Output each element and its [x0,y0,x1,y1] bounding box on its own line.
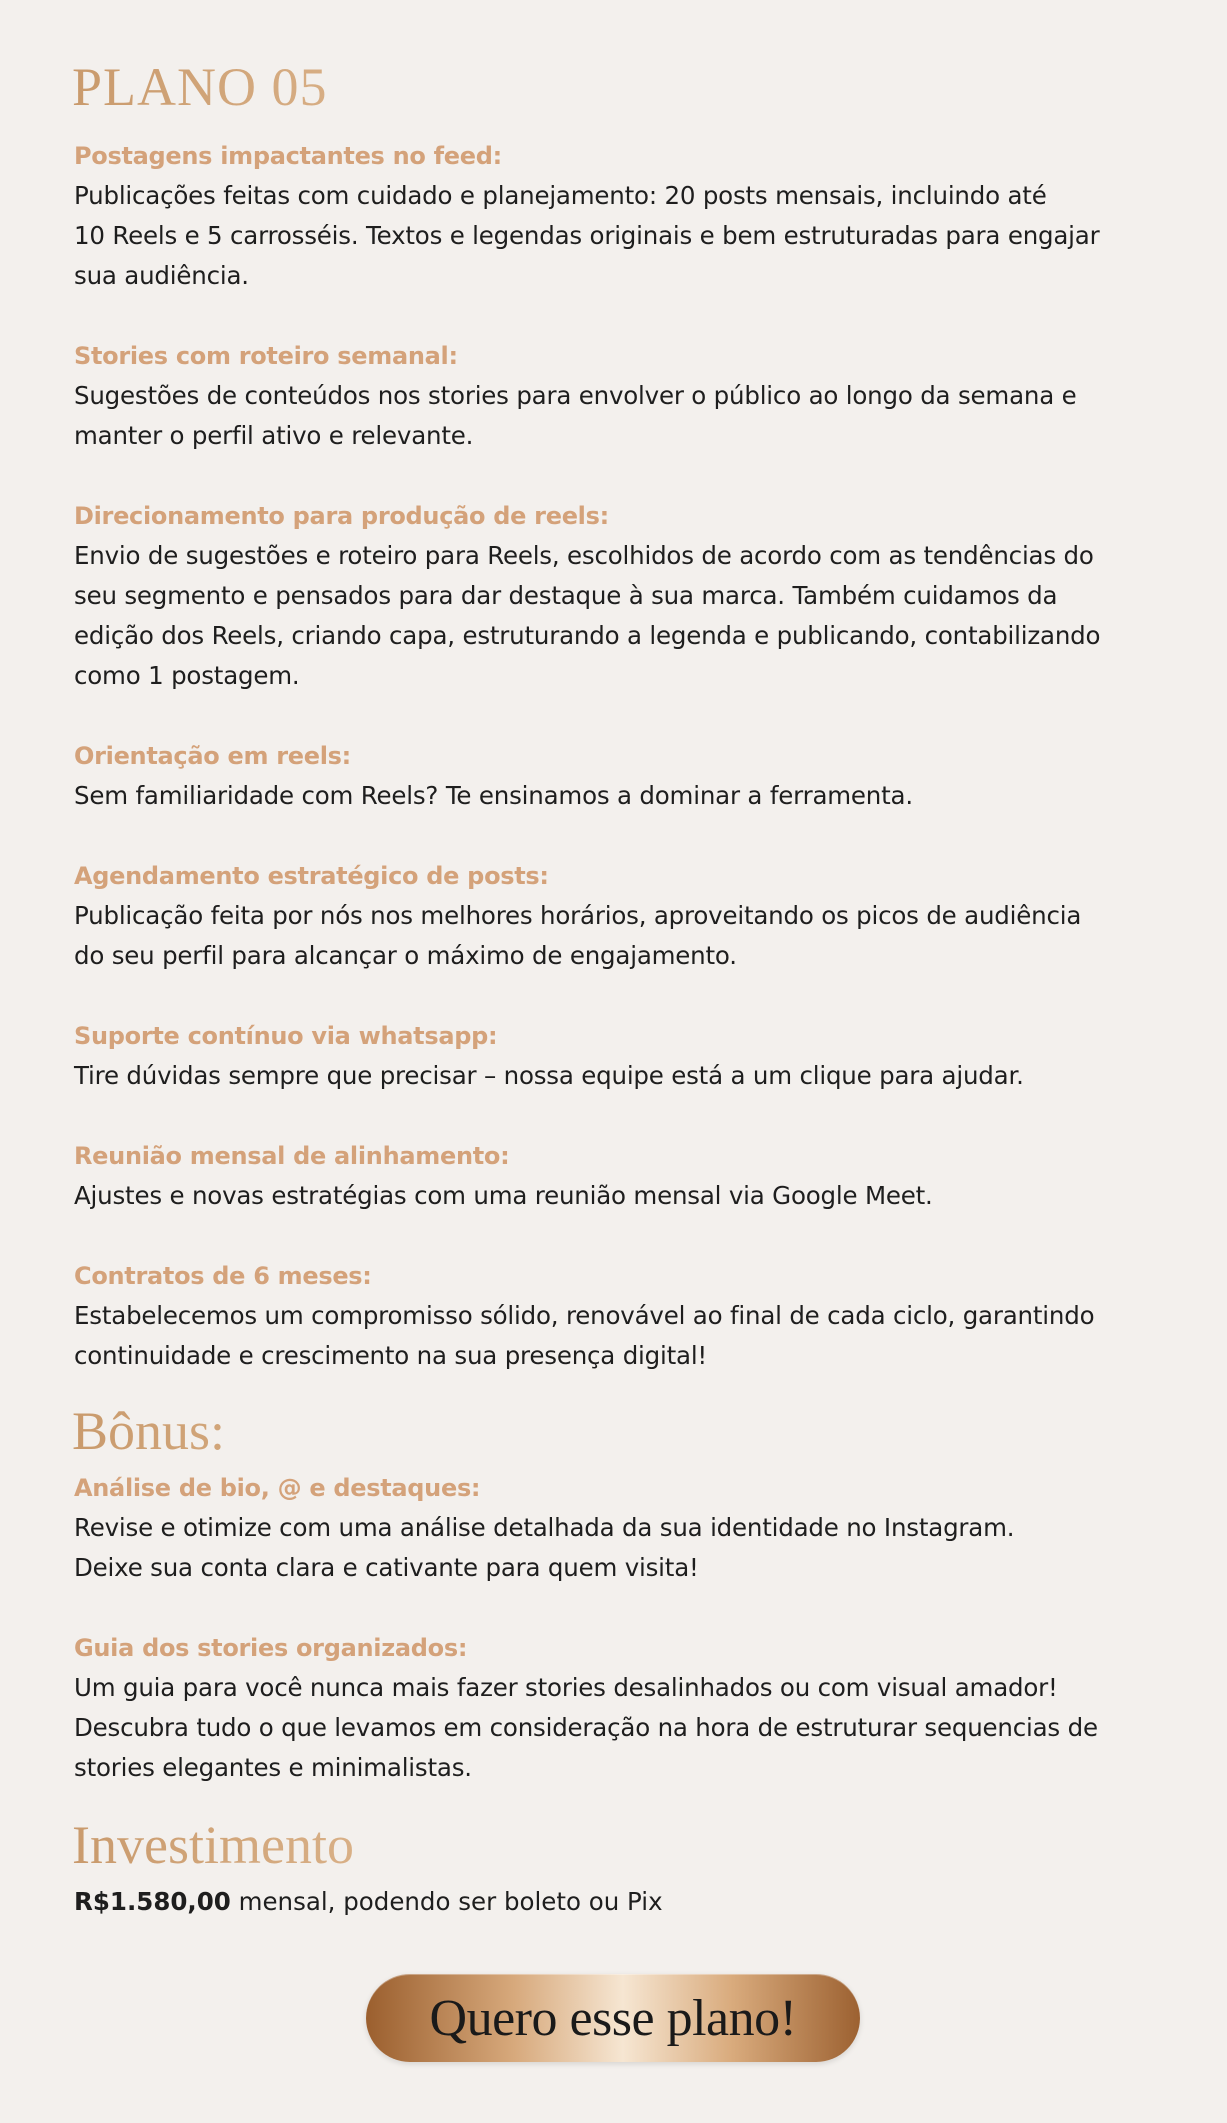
feature-heading: Orientação em reels: [74,742,351,770]
bonus-item [74,1468,1164,1588]
feature-item [74,1016,1164,1096]
feature-heading: Agendamento estratégico de posts: [74,862,549,890]
feature-description: Envio de sugestões e roteiro para Reels, escolhidos de acordo com as tendências do seu segmento e pensados para dar destaque à sua marca. Também cuidamos da edição dos Reels, criando capa, estruturando a legenda e publicando, contabilizando como 1 postagem. [74,541,1101,690]
feature-heading: Stories com roteiro semanal: [74,342,458,370]
feature-item [74,336,1164,456]
feature-item [74,856,1164,976]
feature-item [74,1256,1164,1376]
feature-description: Tire dúvidas sempre que precisar – nossa equipe está a um clique para ajudar. [74,1061,1024,1090]
investment-title: Investimento [72,1818,1164,1872]
feature-description: Publicações feitas com cuidado e planejamento: 20 posts mensais, incluindo até 10 Reels e 5 carrosséis. Textos e legendas originais e bem estruturadas para engajar sua audiência. [74,181,1100,290]
feature-description: Estabelecemos um compromisso sólido, renovável ao final de cada ciclo, garantindo continuidade e crescimento na sua presença digital! [74,1301,1095,1370]
feature-description: Ajustes e novas estratégias com uma reunião mensal via Google Meet. [74,1181,933,1210]
bonus-description: Revise e otimize com uma análise detalhada da sua identidade no Instagram. Deixe sua conta clara e cativante para quem visita! [74,1513,1015,1582]
price-line [74,1882,1164,1922]
feature-heading: Direcionamento para produção de reels: [74,502,609,530]
feature-description: Sugestões de conteúdos nos stories para envolver o público ao longo da semana e manter o perfil ativo e relevante. [74,381,1077,450]
bonus-item [74,1628,1164,1788]
feature-description: Sem familiaridade com Reels? Te ensinamos a dominar a ferramenta. [74,781,913,810]
bonus-list [74,1468,1164,1788]
feature-heading: Contratos de 6 meses: [74,1262,372,1290]
price-value: R$1.580,00 [74,1887,231,1916]
feature-item [74,736,1164,816]
feature-heading: Reunião mensal de alinhamento: [74,1142,510,1170]
feature-description: Publicação feita por nós nos melhores horários, aproveitando os picos de audiência do seu perfil para alcançar o máximo de engajamento. [74,901,1082,970]
feature-item [74,1136,1164,1216]
feature-heading: Postagens impactantes no feed: [74,142,502,170]
bonus-heading: Análise de bio, @ e destaques: [74,1474,481,1502]
cta-button[interactable]: Quero esse plano! [366,1974,860,2062]
bonus-description: Um guia para você nunca mais fazer stories desalinhados ou com visual amador! Descubra tudo o que levamos em consideração na hora de estruturar sequencias de stories elegantes e minimalistas. [74,1673,1098,1782]
plan-title: PLANO 05 [72,60,1164,114]
bonus-heading: Guia dos stories organizados: [74,1634,468,1662]
cta-wrapper [366,1974,860,2062]
price-details: mensal, podendo ser boleto ou Pix [230,1887,663,1916]
feature-heading: Suporte contínuo via whatsapp: [74,1022,498,1050]
features-list [74,136,1164,1376]
feature-item [74,136,1164,296]
plan-page [72,57,1164,1922]
bonus-title: Bônus: [72,1404,1164,1458]
feature-item [74,496,1164,696]
